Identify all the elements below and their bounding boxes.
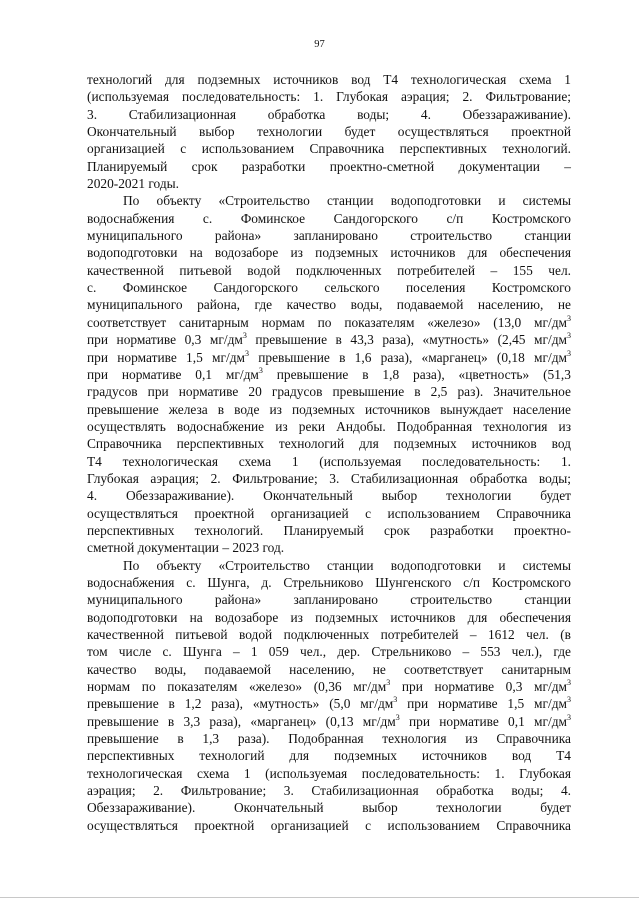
text-line: По объекту «Строительство станции водоподготовки и системы	[123, 193, 571, 209]
paragraph	[87, 192, 571, 556]
text-line: муниципального района, где качество воды, подаваемой населению, не	[87, 297, 571, 313]
text-line: осуществляться проектной организацией с использованием Справочника	[87, 505, 571, 521]
text-line: Окончательный выбор технологии будет осуществляться проектной	[87, 124, 571, 140]
text-line: (используемая последовательность: 1. Глубокая аэрация; 2. Фильтрование;	[87, 89, 571, 105]
page-number: 97	[314, 39, 325, 50]
text-line: аэрация; 2. Фильтрование; 3. Стабилизационная обработка воды; 4.	[87, 783, 571, 799]
paragraph	[87, 71, 571, 192]
text-line: водоснабжения с. Фоминское Сандогорского с/п Костромского	[87, 210, 571, 226]
text-line: превышение в 1,2 раза), «мутность» (5,0 $мг/дм^3$ при нормативе 1,5 $мг/дм^3$	[87, 695, 571, 712]
text-line: По объекту «Строительство станции водоподготовки и системы	[123, 557, 571, 573]
text-line: качественной питьевой водой подключенных потребителей – 155 чел.	[87, 262, 571, 278]
text-line: Обеззараживание). Окончательный выбор технологии будет	[87, 800, 571, 816]
text-line: том числе с. Шунга – 1 059 чел., дер. Стрельниково – 553 чел.), где	[87, 644, 571, 660]
text-line: Т4 технологическая схема 1 (используемая последовательность: 1.	[87, 453, 571, 469]
text-line: при нормативе 1,5 $мг/дм^3$ превышение в 1,6 раза), «марганец» (0,18 $мг/дм^3$	[87, 348, 571, 365]
text-line: осуществляться проектной организацией с использованием Справочника	[87, 817, 571, 833]
text-line: водоподготовки на водозаборе из подземных источников для обеспечения	[87, 245, 571, 261]
text-line: перспективных технологий. Планируемый срок разработки проектно-	[87, 522, 571, 538]
text-line: организацией с использованием Справочника перспективных технологий.	[87, 141, 571, 157]
text-line: с. Фоминское Сандогорского сельского поселения Костромского	[87, 280, 571, 296]
text-line: водоподготовки на водозаборе из подземных источников для обеспечения	[87, 609, 571, 625]
text-line: 4. Обеззараживание). Окончательный выбор технологии будет	[87, 488, 571, 504]
text-line: муниципального района» запланировано строительство станции	[87, 592, 571, 608]
text-line: муниципального района» запланировано строительство станции	[87, 228, 571, 244]
body-text	[87, 71, 571, 834]
text-line: превышение в 1,3 раза). Подобранная технология из Справочника	[87, 731, 571, 747]
text-line: перспективных технологий для подземных источников вод Т4	[87, 748, 571, 764]
text-line: осуществлять водоснабжение из реки Андобы. Подобранная технология из	[87, 418, 571, 434]
text-line: Планируемый срок разработки проектно-сметной документации –	[87, 158, 571, 174]
text-line: качественной питьевой водой подключенных потребителей – 1612 чел. (в	[87, 627, 571, 642]
text-line: Глубокая аэрация; 2. Фильтрование; 3. Стабилизационная обработка воды;	[87, 470, 571, 486]
text-line: превышение железа в воде из подземных источников вынуждает население	[87, 401, 571, 417]
text-line: технологий для подземных источников вод Т4 технологическая схема 1	[87, 72, 571, 87]
text-line: сметной документации – 2023 год.	[87, 540, 285, 556]
paragraph	[87, 557, 571, 835]
text-line: Справочника перспективных технологий для подземных источников вод	[87, 436, 571, 452]
text-line: градусов при нормативе 20 градусов превышение в 2,5 раз). Значительное	[87, 384, 571, 400]
text-line: 2020-2021 годы.	[87, 176, 179, 192]
page-edge	[0, 897, 639, 898]
text-line: качество воды, подаваемой населению, не соответствует санитарным	[87, 661, 571, 677]
text-line: нормам по показателям «железо» (0,36 $мг/дм^3$ при нормативе 0,3 $мг/дм^3$	[87, 678, 571, 695]
text-line: при нормативе 0,3 $мг/дм^3$ превышение в 43,3 раза), «мутность» (2,45 $мг/дм^3$	[87, 331, 571, 348]
text-line: 3. Стабилизационная обработка воды; 4. Обеззараживание).	[87, 106, 571, 122]
text-line: при нормативе 0,1 $мг/дм^3$ превышение в 1,8 раза), «цветность» (51,3	[87, 365, 571, 382]
text-line: водоснабжения с. Шунга, д. Стрельниково Шунгенского с/п Костромского	[87, 574, 571, 590]
text-line: соответствует санитарным нормам по показателям «железо» (13,0 $мг/дм^3$	[87, 313, 571, 330]
text-line: технологическая схема 1 (используемая последовательность: 1. Глубокая	[87, 765, 571, 781]
text-line: превышение в 3,3 раза), «марганец» (0,13 $мг/дм^3$ при нормативе 0,1 $мг/дм^3$	[87, 712, 571, 729]
